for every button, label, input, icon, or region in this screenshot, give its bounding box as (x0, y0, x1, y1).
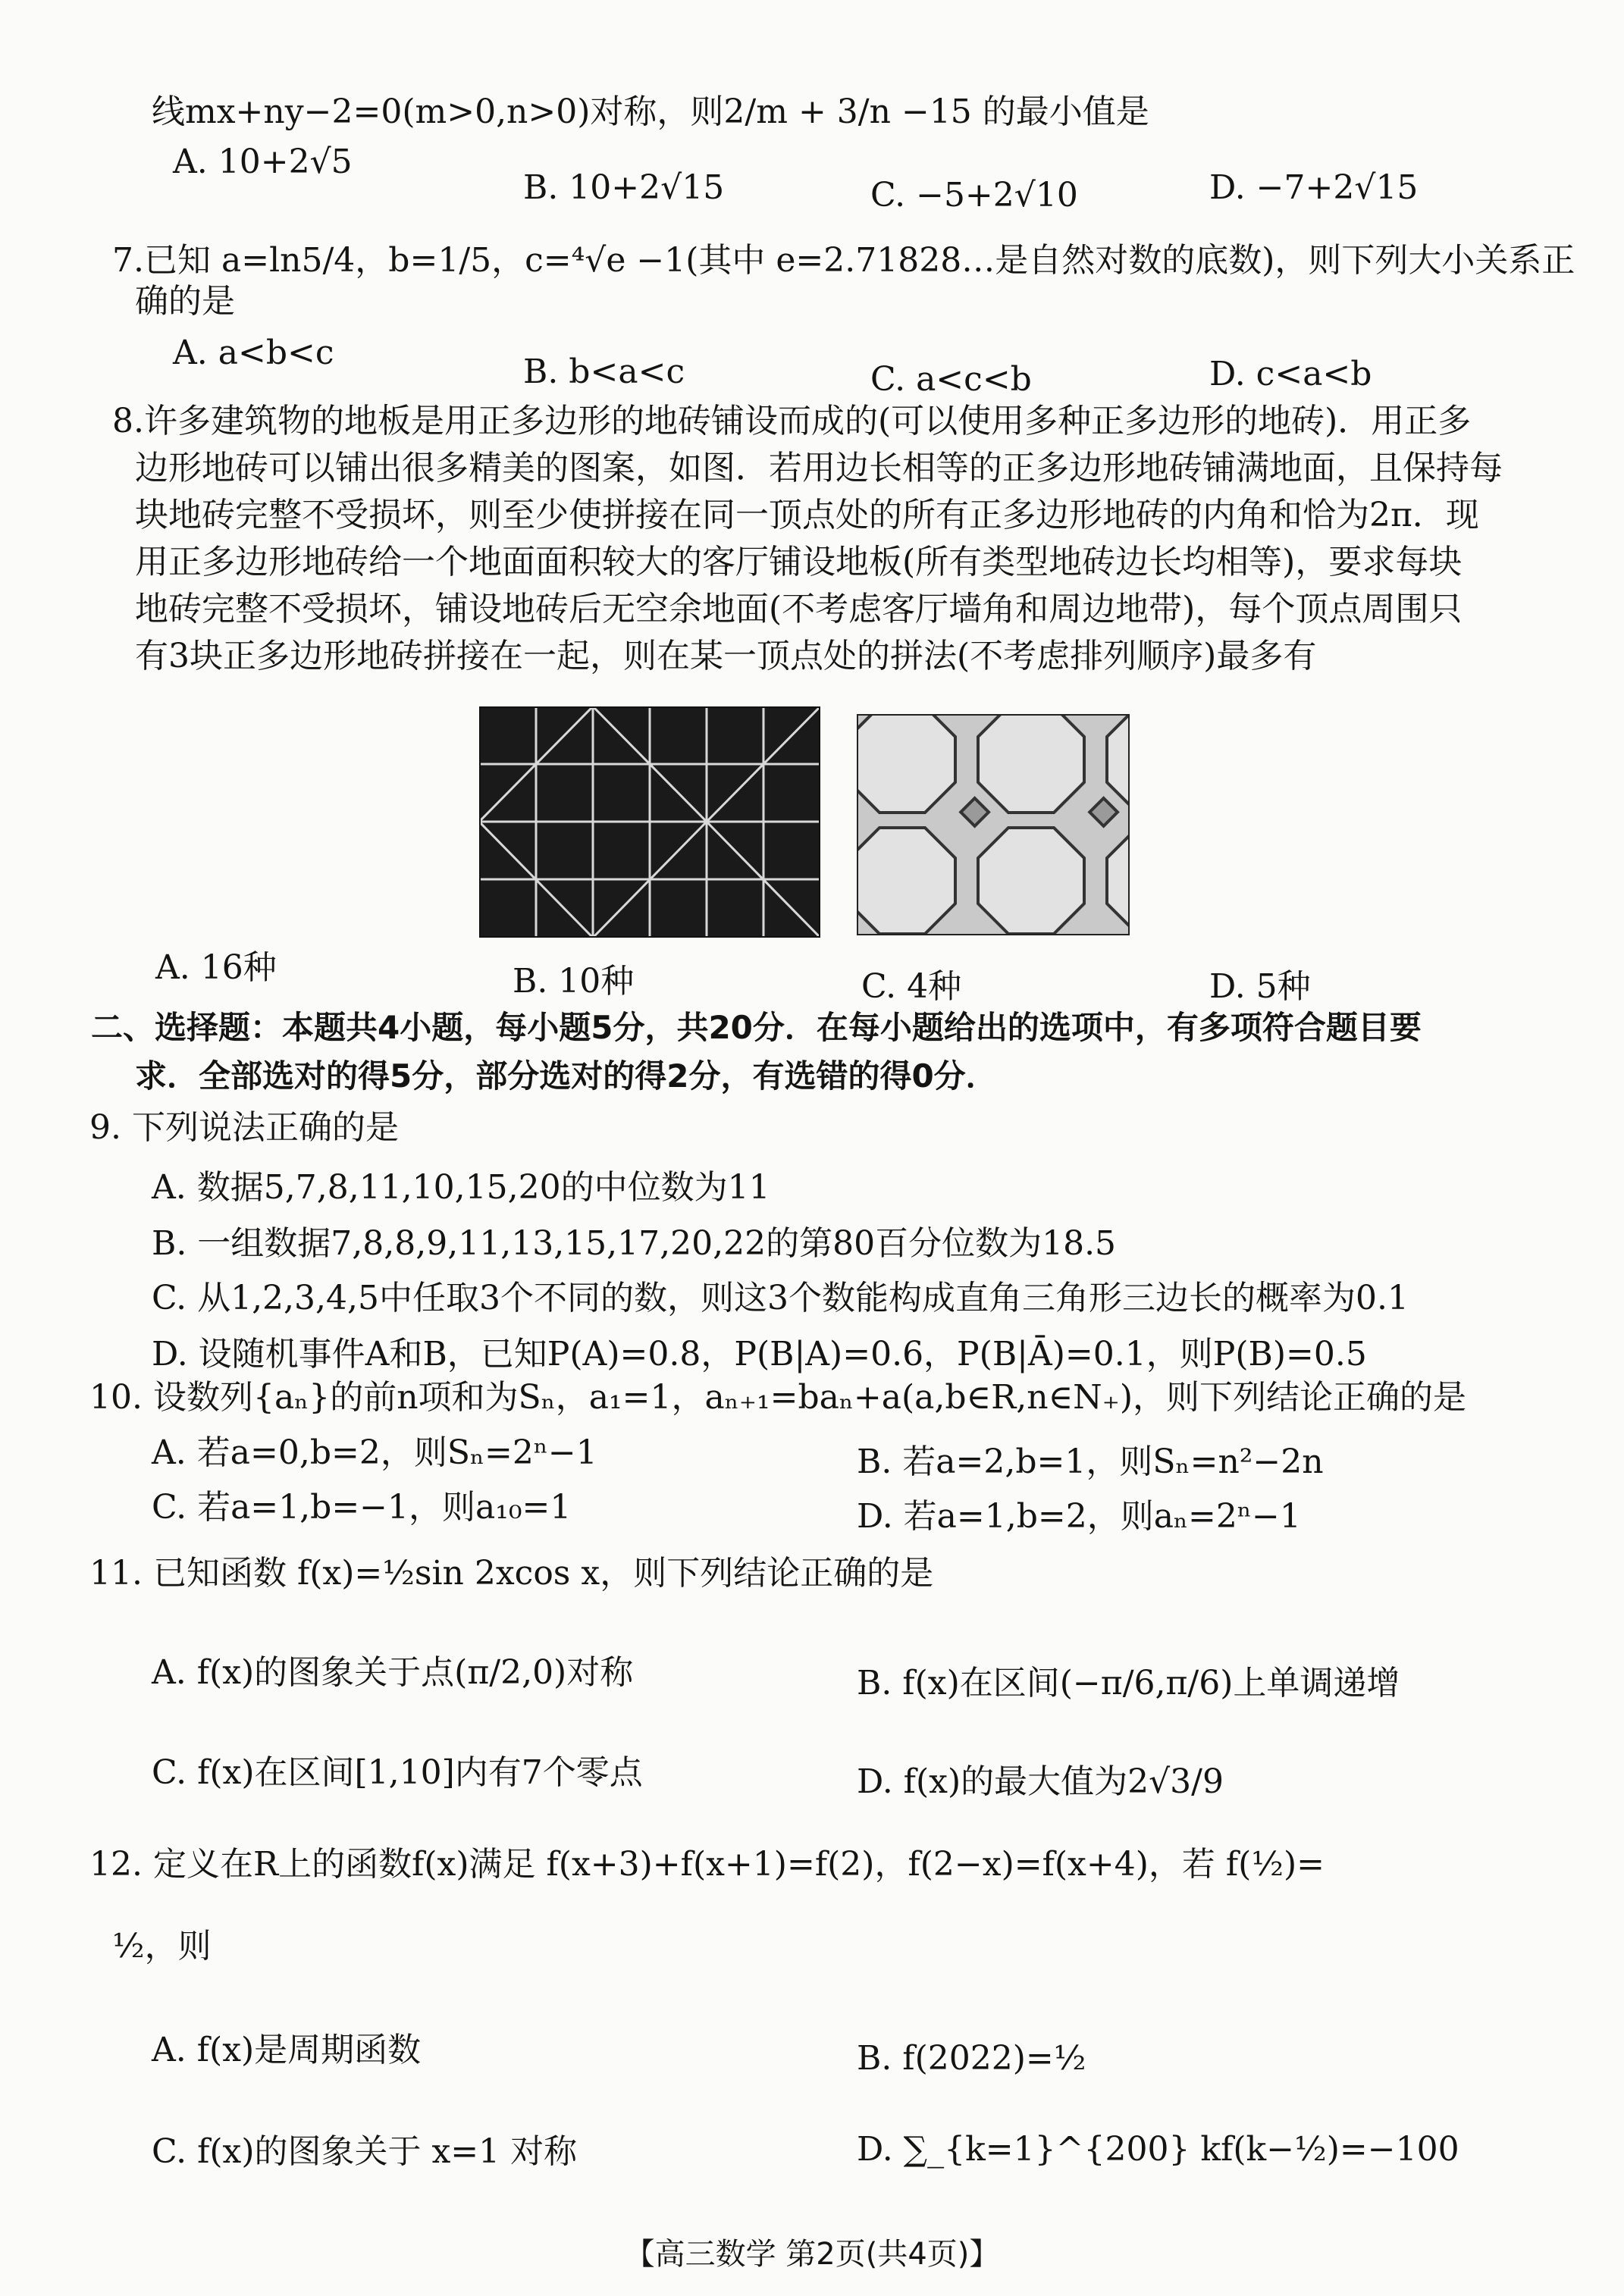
q10-option-b: B. 若a=2,b=1，则Sₙ=n²−2n (857, 1442, 1324, 1481)
q8-line-5: 地砖完整不受损坏，铺设地砖后无空余地面(不考虑客厅墙角和周边地带)，每个顶点周围只 (135, 590, 1463, 628)
q6-option-d: D. −7+2√15 (1209, 168, 1419, 207)
q8-option-b: B. 10种 (513, 962, 635, 1001)
q7-option-d: D. c<a<b (1209, 355, 1372, 393)
q8-line-6: 有3块正多边形地砖拼接在一起，则在某一顶点处的拼法(不考虑排列顺序)最多有 (135, 637, 1317, 675)
q8-line-4: 用正多边形地砖给一个地面面积较大的客厅铺设地板(所有类型地砖边长均相等)，要求每块 (135, 543, 1463, 581)
q11-option-b: B. f(x)在区间(−π/6,π/6)上单调递增 (857, 1664, 1400, 1702)
q10-stem: 10. 设数列{aₙ}的前n项和为Sₙ，a₁=1，aₙ₊₁=baₙ+a(a,b∈R,n∈N₊)，则下列结论正确的是 (89, 1378, 1467, 1417)
q6-option-a: A. 10+2√5 (173, 143, 353, 181)
triangle-tiling-figure (479, 706, 820, 938)
q12-option-c: C. f(x)的图象关于 x=1 对称 (152, 2132, 578, 2171)
q11-option-c: C. f(x)在区间[1,10]内有7个零点 (152, 1753, 643, 1792)
q12-stem: 12. 定义在R上的函数f(x)满足 f(x+3)+f(x+1)=f(2)，f(2−x)=f(x+4)，若 f(½)= (89, 1845, 1325, 1884)
q8-line-3: 块地砖完整不受损坏，则至少使拼接在同一顶点处的所有正多边形地砖的内角和恰为2π．现 (135, 496, 1479, 534)
q8-line-1: 8.许多建筑物的地板是用正多边形的地砖铺设而成的(可以使用多种正多边形的地砖)．用正多 (112, 402, 1472, 440)
q12-option-d: D. ∑_{k=1}^{200} kf(k−½)=−100 (857, 2130, 1459, 2169)
q8-option-a: A. 16种 (155, 948, 277, 987)
q11-option-d: D. f(x)的最大值为2√3/9 (857, 1762, 1224, 1801)
q6-option-b: B. 10+2√15 (523, 168, 725, 207)
q12-stem-cont: ½，则 (112, 1927, 212, 1966)
q8-option-d: D. 5种 (1209, 967, 1311, 1006)
q9-option-b: B. 一组数据7,8,8,9,11,13,15,17,20,22的第80百分位数为18.5 (152, 1224, 1117, 1263)
q10-option-a: A. 若a=0,b=2，则Sₙ=2ⁿ−1 (152, 1433, 597, 1472)
page-footer: 【高三数学 第2页(共4页)】 (624, 2237, 1000, 2272)
q9-option-a: A. 数据5,7,8,11,10,15,20的中位数为11 (152, 1168, 770, 1207)
octagon-tiling-figure (857, 714, 1130, 935)
q12-option-a: A. f(x)是周期函数 (152, 2031, 422, 2069)
q8-line-2: 边形地砖可以铺出很多精美的图案，如图．若用边长相等的正多边形地砖铺满地面，且保持每 (135, 449, 1503, 487)
section-2-header: 二、选择题：本题共4小题，每小题5分，共20分．在每小题给出的选项中，有多项符合题目要 (91, 1009, 1422, 1046)
q12-option-b: B. f(2022)=½ (857, 2039, 1086, 2078)
q6-continuation: 线mx+ny−2=0(m>0,n>0)对称，则2/m + 3/n −15 的最小值是 (152, 92, 1149, 131)
q6-option-c: C. −5+2√10 (870, 176, 1078, 215)
q11-option-a: A. f(x)的图象关于点(π/2,0)对称 (152, 1653, 634, 1692)
q10-option-c: C. 若a=1,b=−1，则a₁₀=1 (152, 1488, 572, 1527)
q9-option-d: D. 设随机事件A和B，已知P(A)=0.8，P(B|A)=0.6，P(B|Ā)=0.1，则P(B)=0.5 (152, 1335, 1367, 1374)
q7-option-a: A. a<b<c (173, 334, 334, 372)
q10-option-d: D. 若a=1,b=2，则aₙ=2ⁿ−1 (857, 1497, 1301, 1536)
q7-option-b: B. b<a<c (523, 352, 685, 391)
q9-stem: 9. 下列说法正确的是 (89, 1108, 399, 1147)
q7-stem: 7.已知 a=ln5/4，b=1/5，c=⁴√e −1(其中 e=2.71828…是自然对数的底数)，则下列大小关系正 (112, 241, 1575, 280)
q7-option-c: C. a<c<b (870, 360, 1032, 399)
q7-stem-cont: 确的是 (135, 282, 235, 321)
section-2-header-cont: 求．全部选对的得5分，部分选对的得2分，有选错的得0分． (135, 1057, 998, 1095)
q11-stem: 11. 已知函数 f(x)=½sin 2xcos x，则下列结论正确的是 (89, 1554, 934, 1593)
q8-option-c: C. 4种 (861, 967, 962, 1006)
q9-option-c: C. 从1,2,3,4,5中任取3个不同的数，则这3个数能构成直角三角形三边长的概率为0.1 (152, 1279, 1409, 1317)
